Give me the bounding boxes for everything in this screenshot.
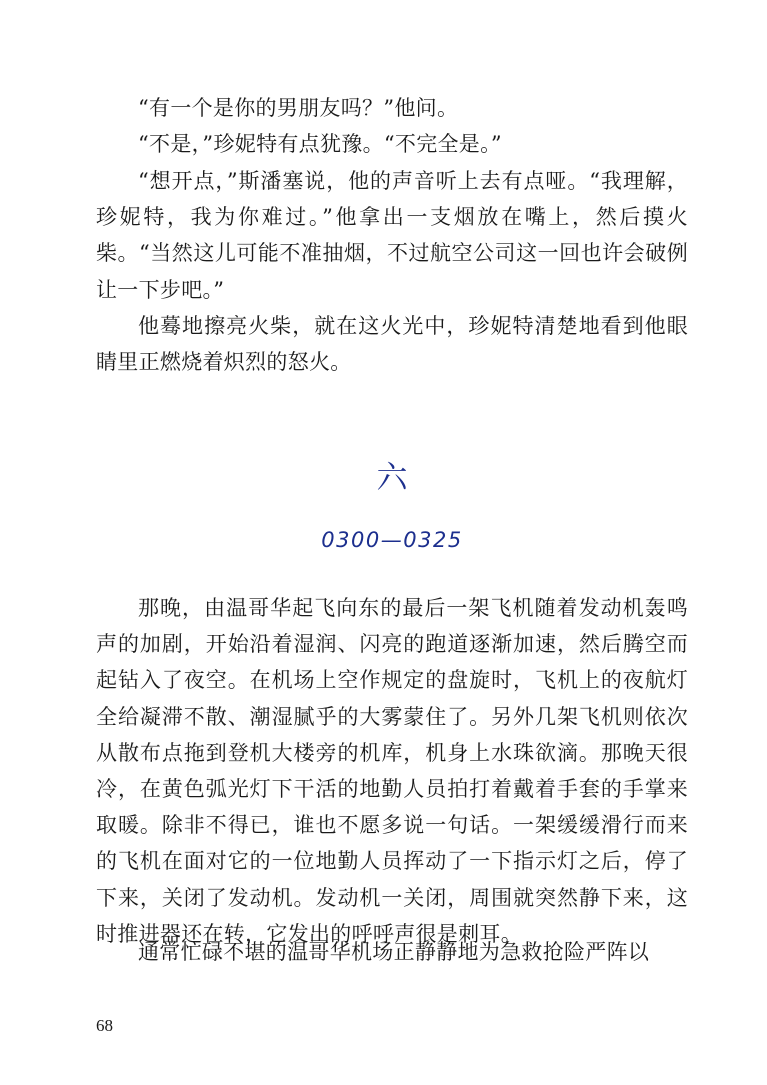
paragraph-match-lit: 他蓦地擦亮火柴，就在这火光中，珍妮特清楚地看到他眼睛里正燃烧着炽烈的怒火。: [96, 314, 688, 375]
paragraph-airport-night: 那晚，由温哥华起飞向东的最后一架飞机随着发动机轰鸣声的加剧，开始沿着湿润、闪亮的跑道逐渐加速，然后腾空而起钻入了夜空。在机场上空作规定的盘旋时，飞机上的夜航灯全给凝滞不散、潮湿腻乎的大雾蒙住了。另外几架飞机则依次从散布点拖到登机大楼旁的机库，机身上水珠欲滴。那晚天很冷，在黄色弧光灯下干活的地勤人员拍打着戴着手套的手掌来取暖。除非不得已，谁也不愿多说一句话。一架缓缓滑行而来的飞机在面对它的一位地勤人员挥动了一下指示灯之后，停了下来，关闭了发动机。发动机一关闭，周围就突然静下来，这时推进器还在转，它发出的呼呼声很是刺耳。: [96, 596, 688, 946]
chapter-time-range: 0300—0325: [321, 528, 463, 552]
paragraph-airport-quiet: 通常忙碌不堪的温哥华机场正静静地为急救抢险严阵以: [138, 940, 650, 964]
page-number: 68: [96, 1016, 113, 1035]
paragraph-spencer-speech: “想开点，”斯潘塞说，他的声音听上去有点哑。“我理解，珍妮特，我为你难过。”他拿出一支烟放在嘴上，然后摸火柴。“当然这儿可能不准抽烟，不过航空公司这一回也许会破例让一下步吧。”: [96, 169, 688, 302]
chapter-number: 六: [376, 460, 408, 496]
book-page: [96, 0, 688, 1085]
paragraph-dialogue-answer: “不是，”珍妮特有点犹豫。“不完全是。”: [138, 132, 502, 156]
paragraph-dialogue-question: “有一个是你的男朋友吗？”他问。: [138, 96, 459, 120]
